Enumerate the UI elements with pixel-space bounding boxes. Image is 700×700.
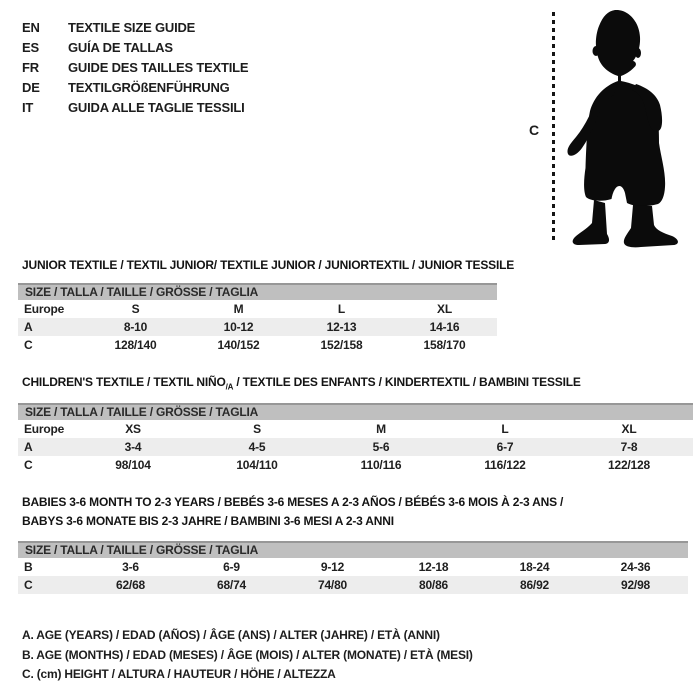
height-measure-line	[552, 12, 555, 244]
row-label: C	[24, 458, 33, 472]
table-row	[18, 420, 693, 438]
table-cell: 24-36	[620, 560, 651, 574]
table-cell: 9-12	[320, 560, 345, 574]
table-cell: 3-4	[124, 440, 142, 454]
size-header-bar: SIZE / TALLA / TAILLE / GRÖSSE / TAGLIA	[18, 541, 688, 558]
table-row	[18, 558, 688, 576]
language-code: EN	[22, 20, 40, 35]
legend-note-b: B. AGE (MONTHS) / EDAD (MESES) / ÂGE (MOIS) / ALTER (MONATE) / ETÀ (MESI)	[22, 648, 473, 662]
table-cell: 80/86	[418, 578, 449, 592]
toddler-silhouette-icon	[556, 6, 698, 249]
babies-size-table	[18, 541, 688, 594]
table-cell: 6-7	[496, 440, 514, 454]
table-cell: 68/74	[216, 578, 247, 592]
table-cell: 10-12	[223, 320, 254, 334]
size-header-bar: SIZE / TALLA / TAILLE / GRÖSSE / TAGLIA	[18, 403, 693, 420]
table-cell: 110/116	[360, 458, 402, 472]
table-cell: 18-24	[519, 560, 550, 574]
babies-title-line2: BABYS 3-6 MONATE BIS 2-3 JAHRE / BAMBINI 3-6 MESI A 2-3 ANNI	[22, 514, 394, 528]
children-title-pre: CHILDREN'S TEXTILE / TEXTIL NIÑO	[22, 375, 226, 389]
table-cell: 12-18	[418, 560, 449, 574]
language-code: ES	[22, 40, 39, 55]
row-label: C	[24, 338, 33, 352]
table-cell: 14-16	[429, 320, 460, 334]
legend-note-a: A. AGE (YEARS) / EDAD (AÑOS) / ÂGE (ANS) / ALTER (JAHRE) / ETÀ (ANNI)	[22, 628, 440, 642]
language-code: DE	[22, 80, 40, 95]
table-row	[18, 438, 693, 456]
table-cell: S	[253, 422, 261, 436]
row-label: B	[24, 560, 33, 574]
table-row	[18, 318, 497, 336]
table-cell: 140/152	[217, 338, 260, 352]
table-cell: 8-10	[123, 320, 148, 334]
table-cell: 98/104	[115, 458, 151, 472]
table-cell: M	[233, 302, 244, 316]
babies-title-line1: BABIES 3-6 MONTH TO 2-3 YEARS / BEBÉS 3-6 MESES A 2-3 AÑOS / BÉBÉS 3-6 MOIS À 2-3 ANS /	[22, 495, 564, 509]
table-cell: M	[376, 422, 386, 436]
row-label: C	[24, 578, 33, 592]
table-cell: XL	[621, 422, 637, 436]
height-measure-label: C	[529, 122, 540, 138]
table-cell: 92/98	[620, 578, 651, 592]
table-cell: 62/68	[115, 578, 146, 592]
table-cell: 7-8	[620, 440, 638, 454]
table-cell: L	[337, 302, 346, 316]
table-cell: XL	[437, 302, 452, 316]
junior-size-table	[18, 283, 497, 354]
table-row	[18, 300, 497, 318]
language-title: GUIDA ALLE TAGLIE TESSILI	[68, 100, 245, 115]
children-title-sub: /A	[225, 382, 234, 392]
size-header-bar: SIZE / TALLA / TAILLE / GRÖSSE / TAGLIA	[18, 283, 497, 300]
language-list	[22, 21, 248, 114]
row-label: Europe	[24, 302, 65, 316]
table-cell: 116/122	[484, 458, 526, 472]
row-label: A	[24, 440, 33, 454]
table-cell: L	[501, 422, 509, 436]
table-row	[18, 456, 693, 474]
language-title: GUÍA DE TALLAS	[68, 40, 173, 55]
table-cell: 104/110	[236, 458, 278, 472]
table-cell: 158/170	[423, 338, 466, 352]
table-row	[18, 576, 688, 594]
table-cell: 6-9	[223, 560, 240, 574]
children-size-table	[18, 403, 693, 474]
table-cell: 74/80	[317, 578, 348, 592]
table-cell: 5-6	[372, 440, 390, 454]
table-cell: 4-5	[248, 440, 266, 454]
language-title: GUIDE DES TAILLES TEXTILE	[68, 60, 249, 75]
language-code: FR	[22, 60, 39, 75]
junior-table-title: JUNIOR TEXTILE / TEXTIL JUNIOR/ TEXTILE JUNIOR / JUNIORTEXTIL / JUNIOR TESSILE	[22, 258, 515, 272]
children-table-title	[22, 373, 581, 396]
babies-table-title	[22, 493, 563, 531]
row-label: A	[24, 320, 33, 334]
table-cell: S	[131, 302, 140, 316]
children-title-post: / TEXTILE DES ENFANTS / KINDERTEXTIL / BAMBINI TESSILE	[233, 375, 581, 389]
language-code: IT	[22, 100, 34, 115]
table-cell: 122/128	[608, 458, 650, 472]
language-title: TEXTILGRÖßENFÜHRUNG	[68, 80, 230, 95]
table-cell: 12-13	[326, 320, 357, 334]
table-cell: 152/158	[320, 338, 363, 352]
table-cell: XS	[125, 422, 141, 436]
table-cell: 128/140	[114, 338, 157, 352]
legend-note-c: C. (cm) HEIGHT / ALTURA / HAUTEUR / HÖHE / ALTEZZA	[22, 667, 336, 681]
table-row	[18, 336, 497, 354]
table-cell: 3-6	[122, 560, 139, 574]
language-title: TEXTILE SIZE GUIDE	[68, 20, 196, 35]
table-cell: 86/92	[519, 578, 550, 592]
row-label: Europe	[24, 422, 65, 436]
